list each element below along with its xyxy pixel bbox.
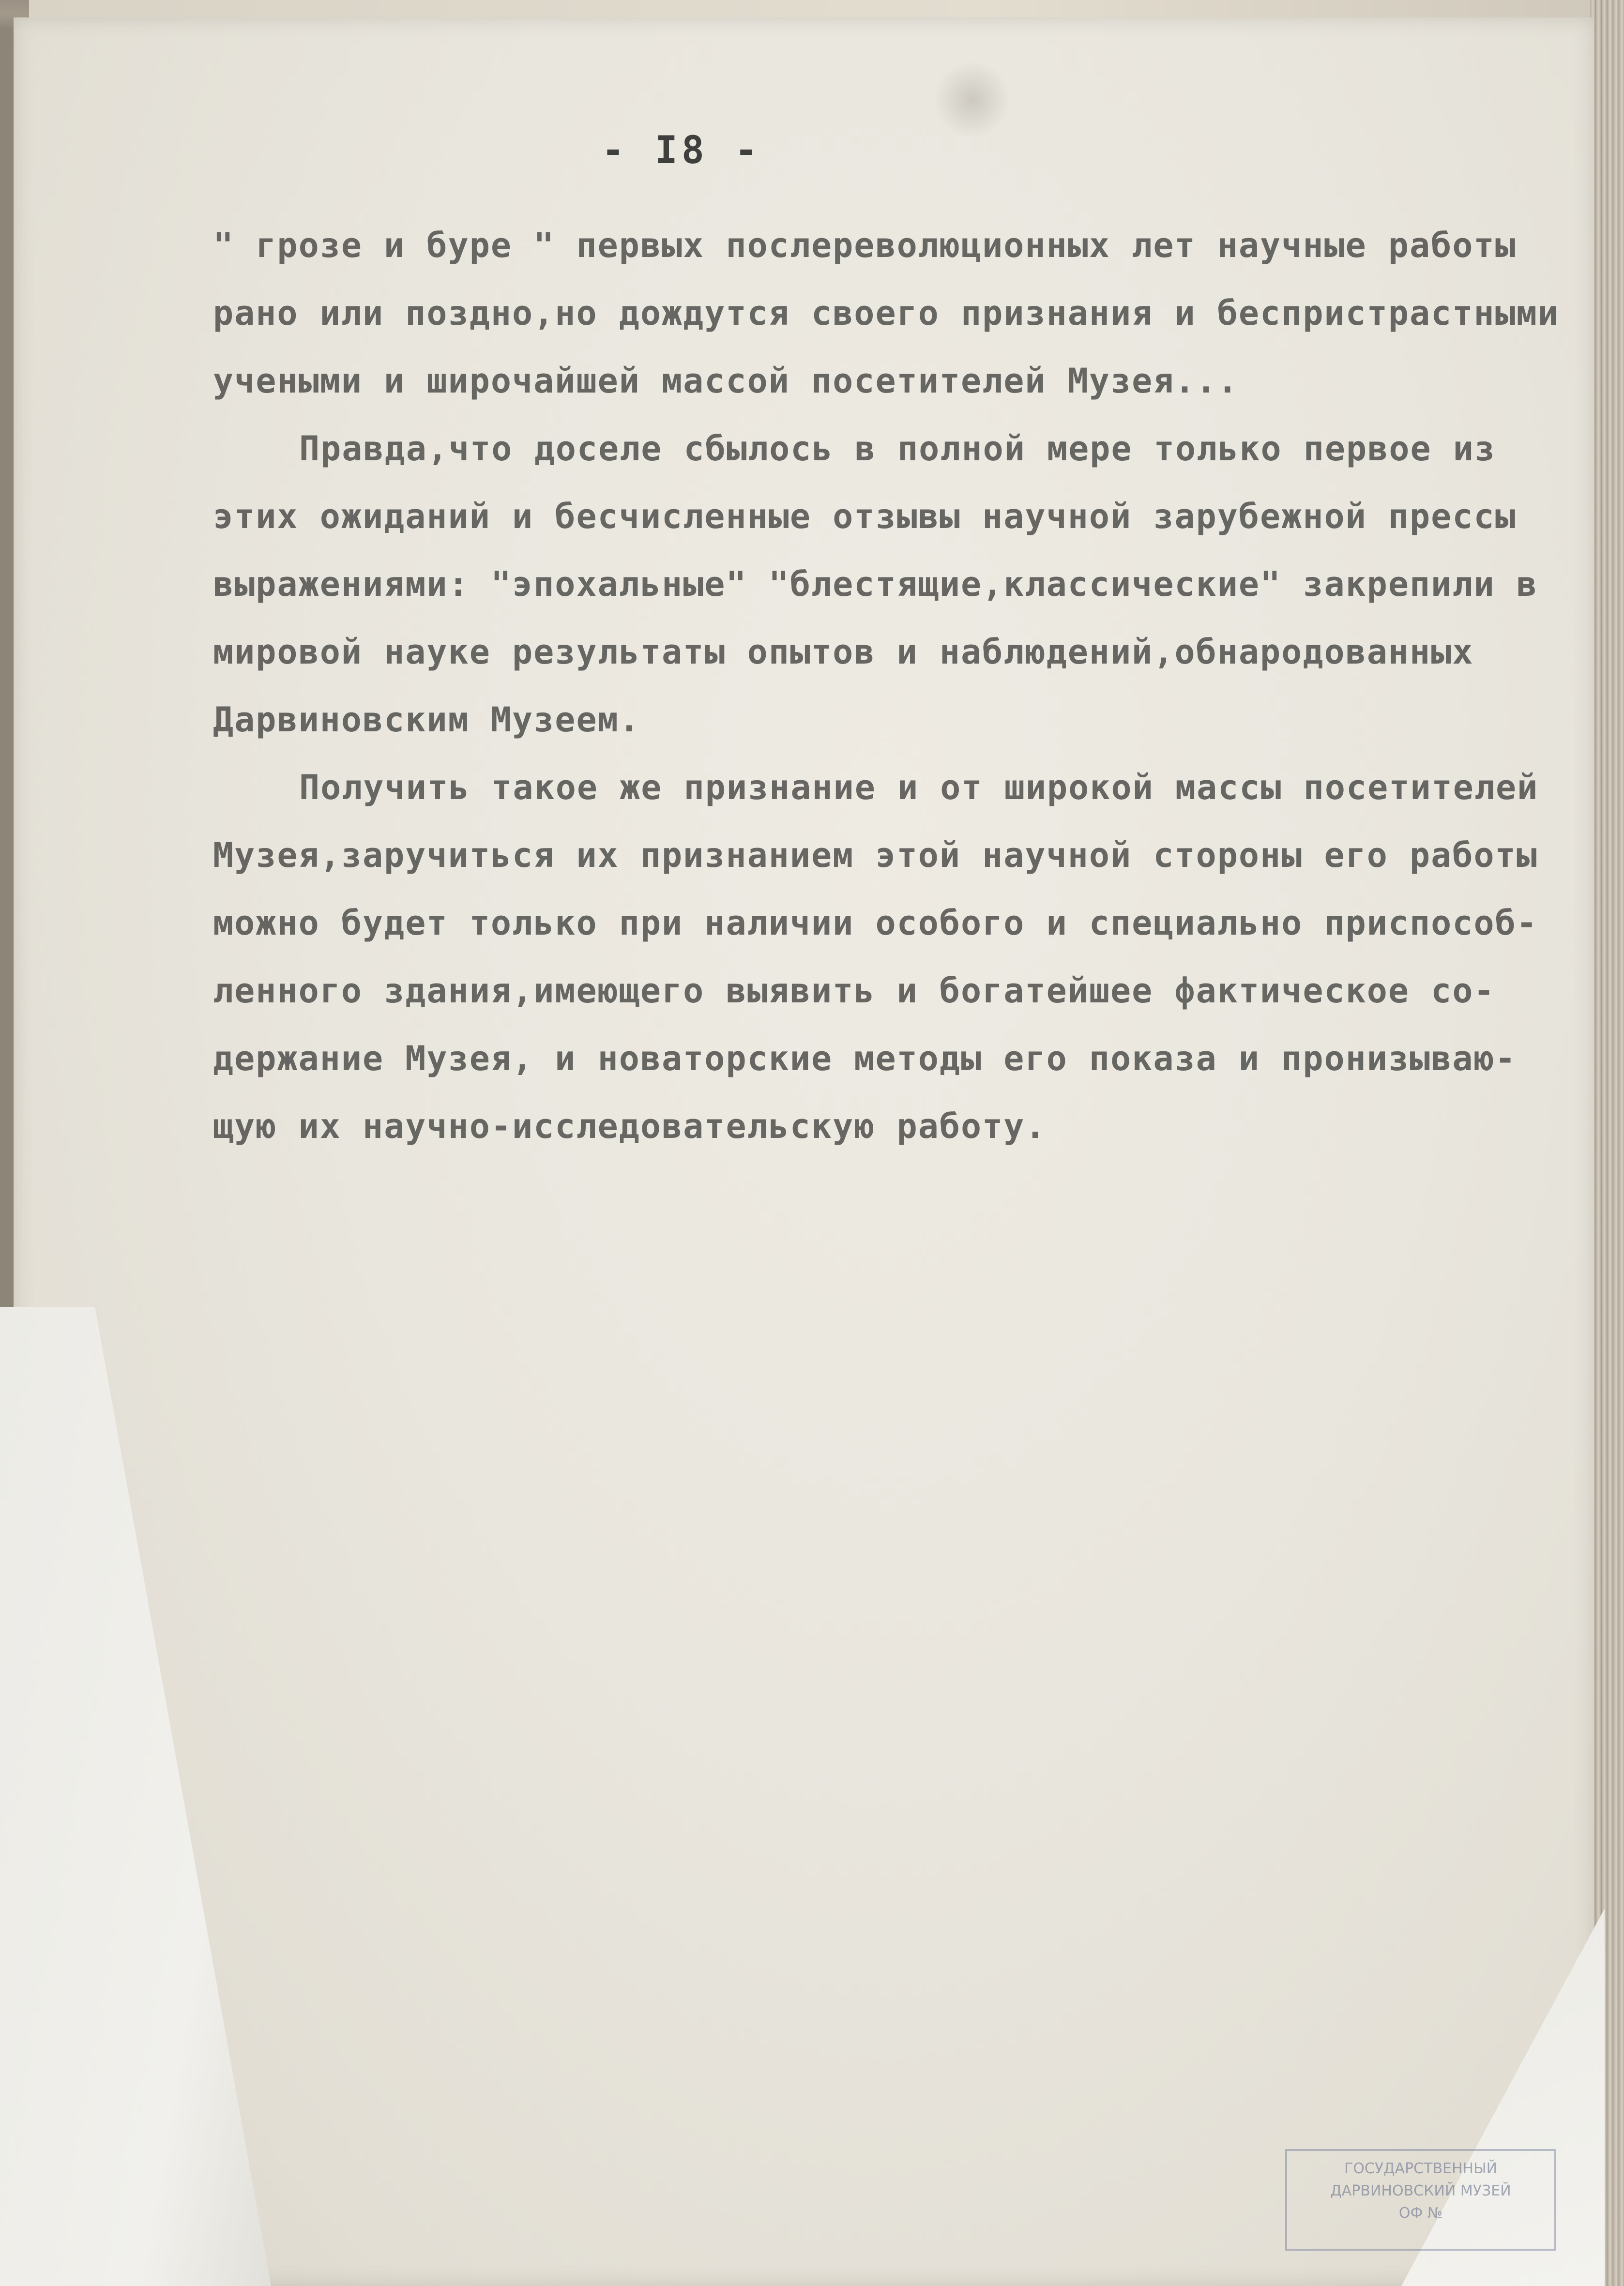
page-number: - I8 -	[602, 129, 761, 172]
text-line-10: Музея,заручиться их признанием этой научной стороны его работы	[213, 835, 1538, 875]
document-page	[14, 17, 1594, 2286]
text-line-7: мировой науке результаты опытов и наблюдений,обнародованных	[213, 632, 1474, 672]
text-line-9: Получить такое же признание и от широкой массы посетителей	[299, 768, 1539, 807]
stamp-line-3: ОФ №	[1398, 2205, 1443, 2222]
stamp-line-2: ДАРВИНОВСКИЙ МУЗЕЙ	[1330, 2182, 1511, 2199]
text-line-4: Правда,что доселе сбылось в полной мере только первое из	[299, 429, 1496, 469]
text-line-14: щую их научно-исследовательскую работу.	[213, 1106, 1047, 1146]
text-line-13: держание Музея, и новаторские методы его показа и пронизываю-	[213, 1039, 1517, 1078]
text-line-3: учеными и широчайшей массой посетителей Музея...	[213, 361, 1239, 401]
text-line-8: Дарвиновским Музеем.	[213, 700, 640, 740]
stamp-line-1: ГОСУДАРСТВЕННЫЙ	[1344, 2160, 1498, 2177]
text-line-2: рано или поздно,но дождутся своего признания и беспристрастными	[213, 293, 1560, 333]
paper-smudge	[933, 61, 1011, 138]
archive-stamp	[1285, 2149, 1556, 2251]
text-line-1: " грозе и буре " первых послереволюционных лет научные работы	[213, 226, 1517, 265]
text-line-6: выражениями: "эпохальные" "блестящие,классические" закрепили в	[213, 564, 1538, 604]
text-line-11: можно будет только при наличии особого и специально приспособ-	[213, 903, 1538, 943]
text-line-5: этих ожиданий и бесчисленные отзывы научной зарубежной прессы	[213, 497, 1517, 536]
text-line-12: ленного здания,имеющего выявить и богатейшее фактическое со-	[213, 971, 1495, 1011]
